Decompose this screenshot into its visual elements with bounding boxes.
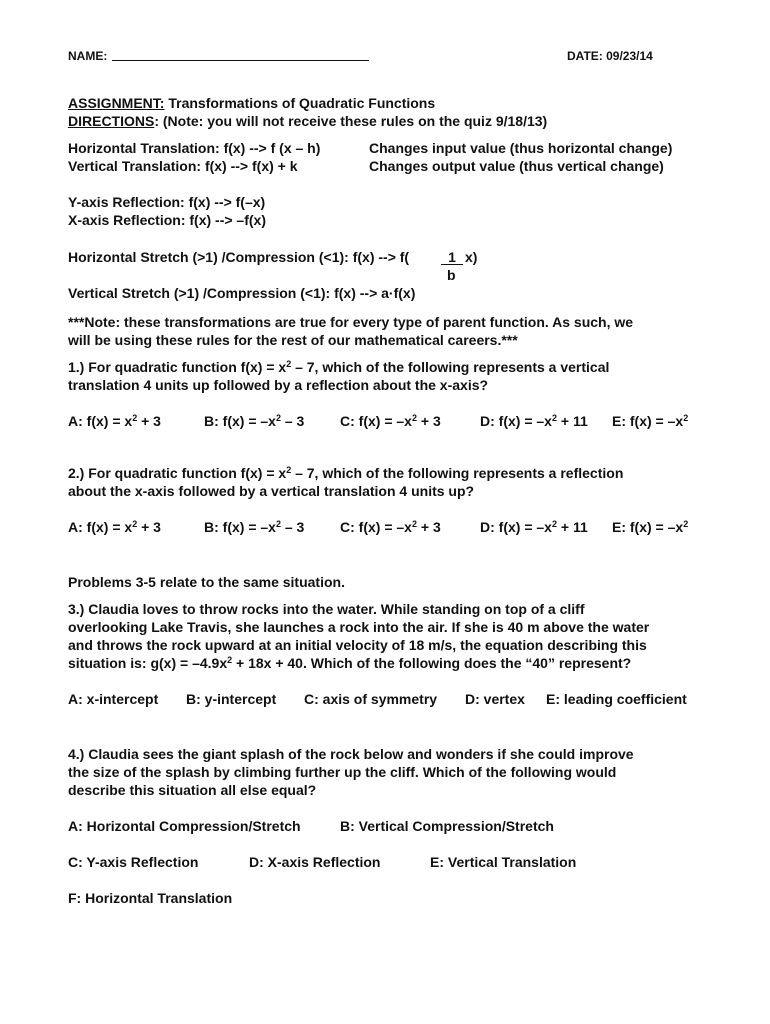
question-3-line-2: overlooking Lake Travis, she launches a rock into the air. If she is 40 m above the water [68,619,650,635]
q4-choice-d[interactable]: D: X-axis Reflection [249,854,381,870]
question-4-line-1: 4.) Claudia sees the giant splash of the rock below and wonders if she could improve [68,746,634,762]
choice-text: + 3 [416,519,441,535]
q4-choice-a[interactable]: A: Horizontal Compression/Stretch [68,818,301,834]
rule-horizontal-translation-note: Changes input value (thus horizontal change) [369,140,673,156]
superscript: 2 [551,519,557,529]
q1-text-a: 1.) For quadratic function f(x) = x [68,359,287,375]
q3-choice-b[interactable]: B: y-intercept [186,691,277,707]
q2-text-b: – 7, which of the following represents a reflection [291,465,624,481]
fraction-denominator: b [447,267,456,283]
question-4-line-3: describe this situation all else equal? [68,782,317,798]
choice-text: A: f(x) = x [68,519,133,535]
q4-choice-c[interactable]: C: Y-axis Reflection [68,854,199,870]
name-underline[interactable] [112,60,369,61]
date-label: DATE: 09/23/14 [567,49,653,63]
choice-text: D: f(x) = –x [480,519,552,535]
superscript: 2 [551,413,557,423]
choice-text: C: f(x) = –x [340,519,412,535]
assignment-title: Transformations of Quadratic Functions [164,95,436,111]
choice-text: + 3 [416,413,441,429]
question-3-line-1: 3.) Claudia loves to throw rocks into the water. While standing on top of a cliff [68,601,585,617]
name-label: NAME: [68,49,108,63]
choice-text: B: f(x) = –x [204,413,276,429]
rule-vertical-translation: Vertical Translation: f(x) --> f(x) + k [68,158,298,174]
question-1-line-1 [68,358,609,376]
q1-choice-d[interactable] [480,412,588,430]
superscript: 2 [132,519,138,529]
superscript: 2 [286,465,292,475]
q2-choice-d[interactable] [480,518,588,536]
choice-text: E: f(x) = –x [612,413,684,429]
q2-choice-b[interactable] [204,518,304,536]
directions-line [68,112,547,130]
question-4-line-2: the size of the splash by climbing further up the cliff. Which of the following would [68,764,617,780]
q3-choice-e[interactable]: E: leading coefficient [546,691,687,707]
choice-text: + 3 [137,519,161,535]
superscript: 2 [286,359,292,369]
q3-choice-d[interactable]: D: vertex [465,691,525,707]
rule-horizontal-translation: Horizontal Translation: f(x) --> f (x – h) [68,140,321,156]
superscript: 2 [227,655,233,665]
choice-text: – 3 [280,519,305,535]
q4-choice-b[interactable]: B: Vertical Compression/Stretch [340,818,554,834]
choice-text: + 11 [556,519,588,535]
question-1-line-2: translation 4 units up followed by a reflection about the x-axis? [68,377,489,393]
q3-choice-c[interactable]: C: axis of symmetry [304,691,438,707]
q1-choice-b[interactable] [204,412,304,430]
q2-choice-c[interactable] [340,518,441,536]
superscript: 2 [275,413,281,423]
q2-choice-a[interactable] [68,518,161,536]
question-2-line-2: about the x-axis followed by a vertical translation 4 units up? [68,483,475,499]
q1-choice-a[interactable] [68,412,161,430]
rule-horizontal-stretch-suffix: x) [465,249,478,265]
q3-text-a: situation is: g(x) = –4.9x [68,655,228,671]
question-3-line-3: and throws the rock upward at an initial velocity of 18 m/s, the equation describing this [68,637,647,653]
choice-text: C: f(x) = –x [340,413,412,429]
choice-text: B: f(x) = –x [204,519,276,535]
q2-choice-e[interactable] [612,518,688,536]
superscript: 2 [132,413,138,423]
superscript: 2 [683,413,689,423]
note-line-2: will be using these rules for the rest of our mathematical careers.*** [68,332,518,348]
assignment-label: ASSIGNMENT: [68,95,165,111]
rule-y-axis-reflection: Y-axis Reflection: f(x) --> f(–x) [68,194,266,210]
rule-vertical-translation-note: Changes output value (thus vertical change) [369,158,664,174]
rule-vertical-stretch: Vertical Stretch (>1) /Compression (<1): f(x) --> a·f(x) [68,285,416,301]
problems-intro: Problems 3-5 relate to the same situation. [68,574,345,590]
q2-text-a: 2.) For quadratic function f(x) = x [68,465,287,481]
note-line-1: ***Note: these transformations are true for every type of parent function. As such, we [68,314,634,330]
rule-horizontal-stretch: Horizontal Stretch (>1) /Compression (<1): f(x) --> f( [68,249,410,265]
q4-choice-e[interactable]: E: Vertical Translation [430,854,577,870]
fraction-bar [441,264,463,265]
superscript: 2 [275,519,281,529]
choice-text: D: f(x) = –x [480,413,552,429]
fraction-numerator: 1 [448,249,456,265]
q1-text-b: – 7, which of the following represents a vertical [291,359,610,375]
q1-choice-c[interactable] [340,412,441,430]
directions-label: DIRECTIONS [68,113,155,129]
choice-text: E: f(x) = –x [612,519,684,535]
question-3-line-4 [68,654,631,672]
choice-text: + 3 [137,413,161,429]
question-2-line-1 [68,464,623,482]
q3-choice-a[interactable]: A: x-intercept [68,691,159,707]
choice-text: – 3 [280,413,305,429]
choice-text: A: f(x) = x [68,413,133,429]
directions-text: : (Note: you will not receive these rules on the quiz 9/18/13) [154,113,548,129]
q1-choice-e[interactable] [612,412,688,430]
choice-text: + 11 [556,413,588,429]
q4-choice-f[interactable]: F: Horizontal Translation [68,890,233,906]
superscript: 2 [683,519,689,529]
superscript: 2 [411,413,417,423]
q3-text-b: + 18x + 40. Which of the following does the “40” represent? [232,655,632,671]
superscript: 2 [411,519,417,529]
assignment-line [68,94,435,112]
rule-x-axis-reflection: X-axis Reflection: f(x) --> –f(x) [68,212,266,228]
